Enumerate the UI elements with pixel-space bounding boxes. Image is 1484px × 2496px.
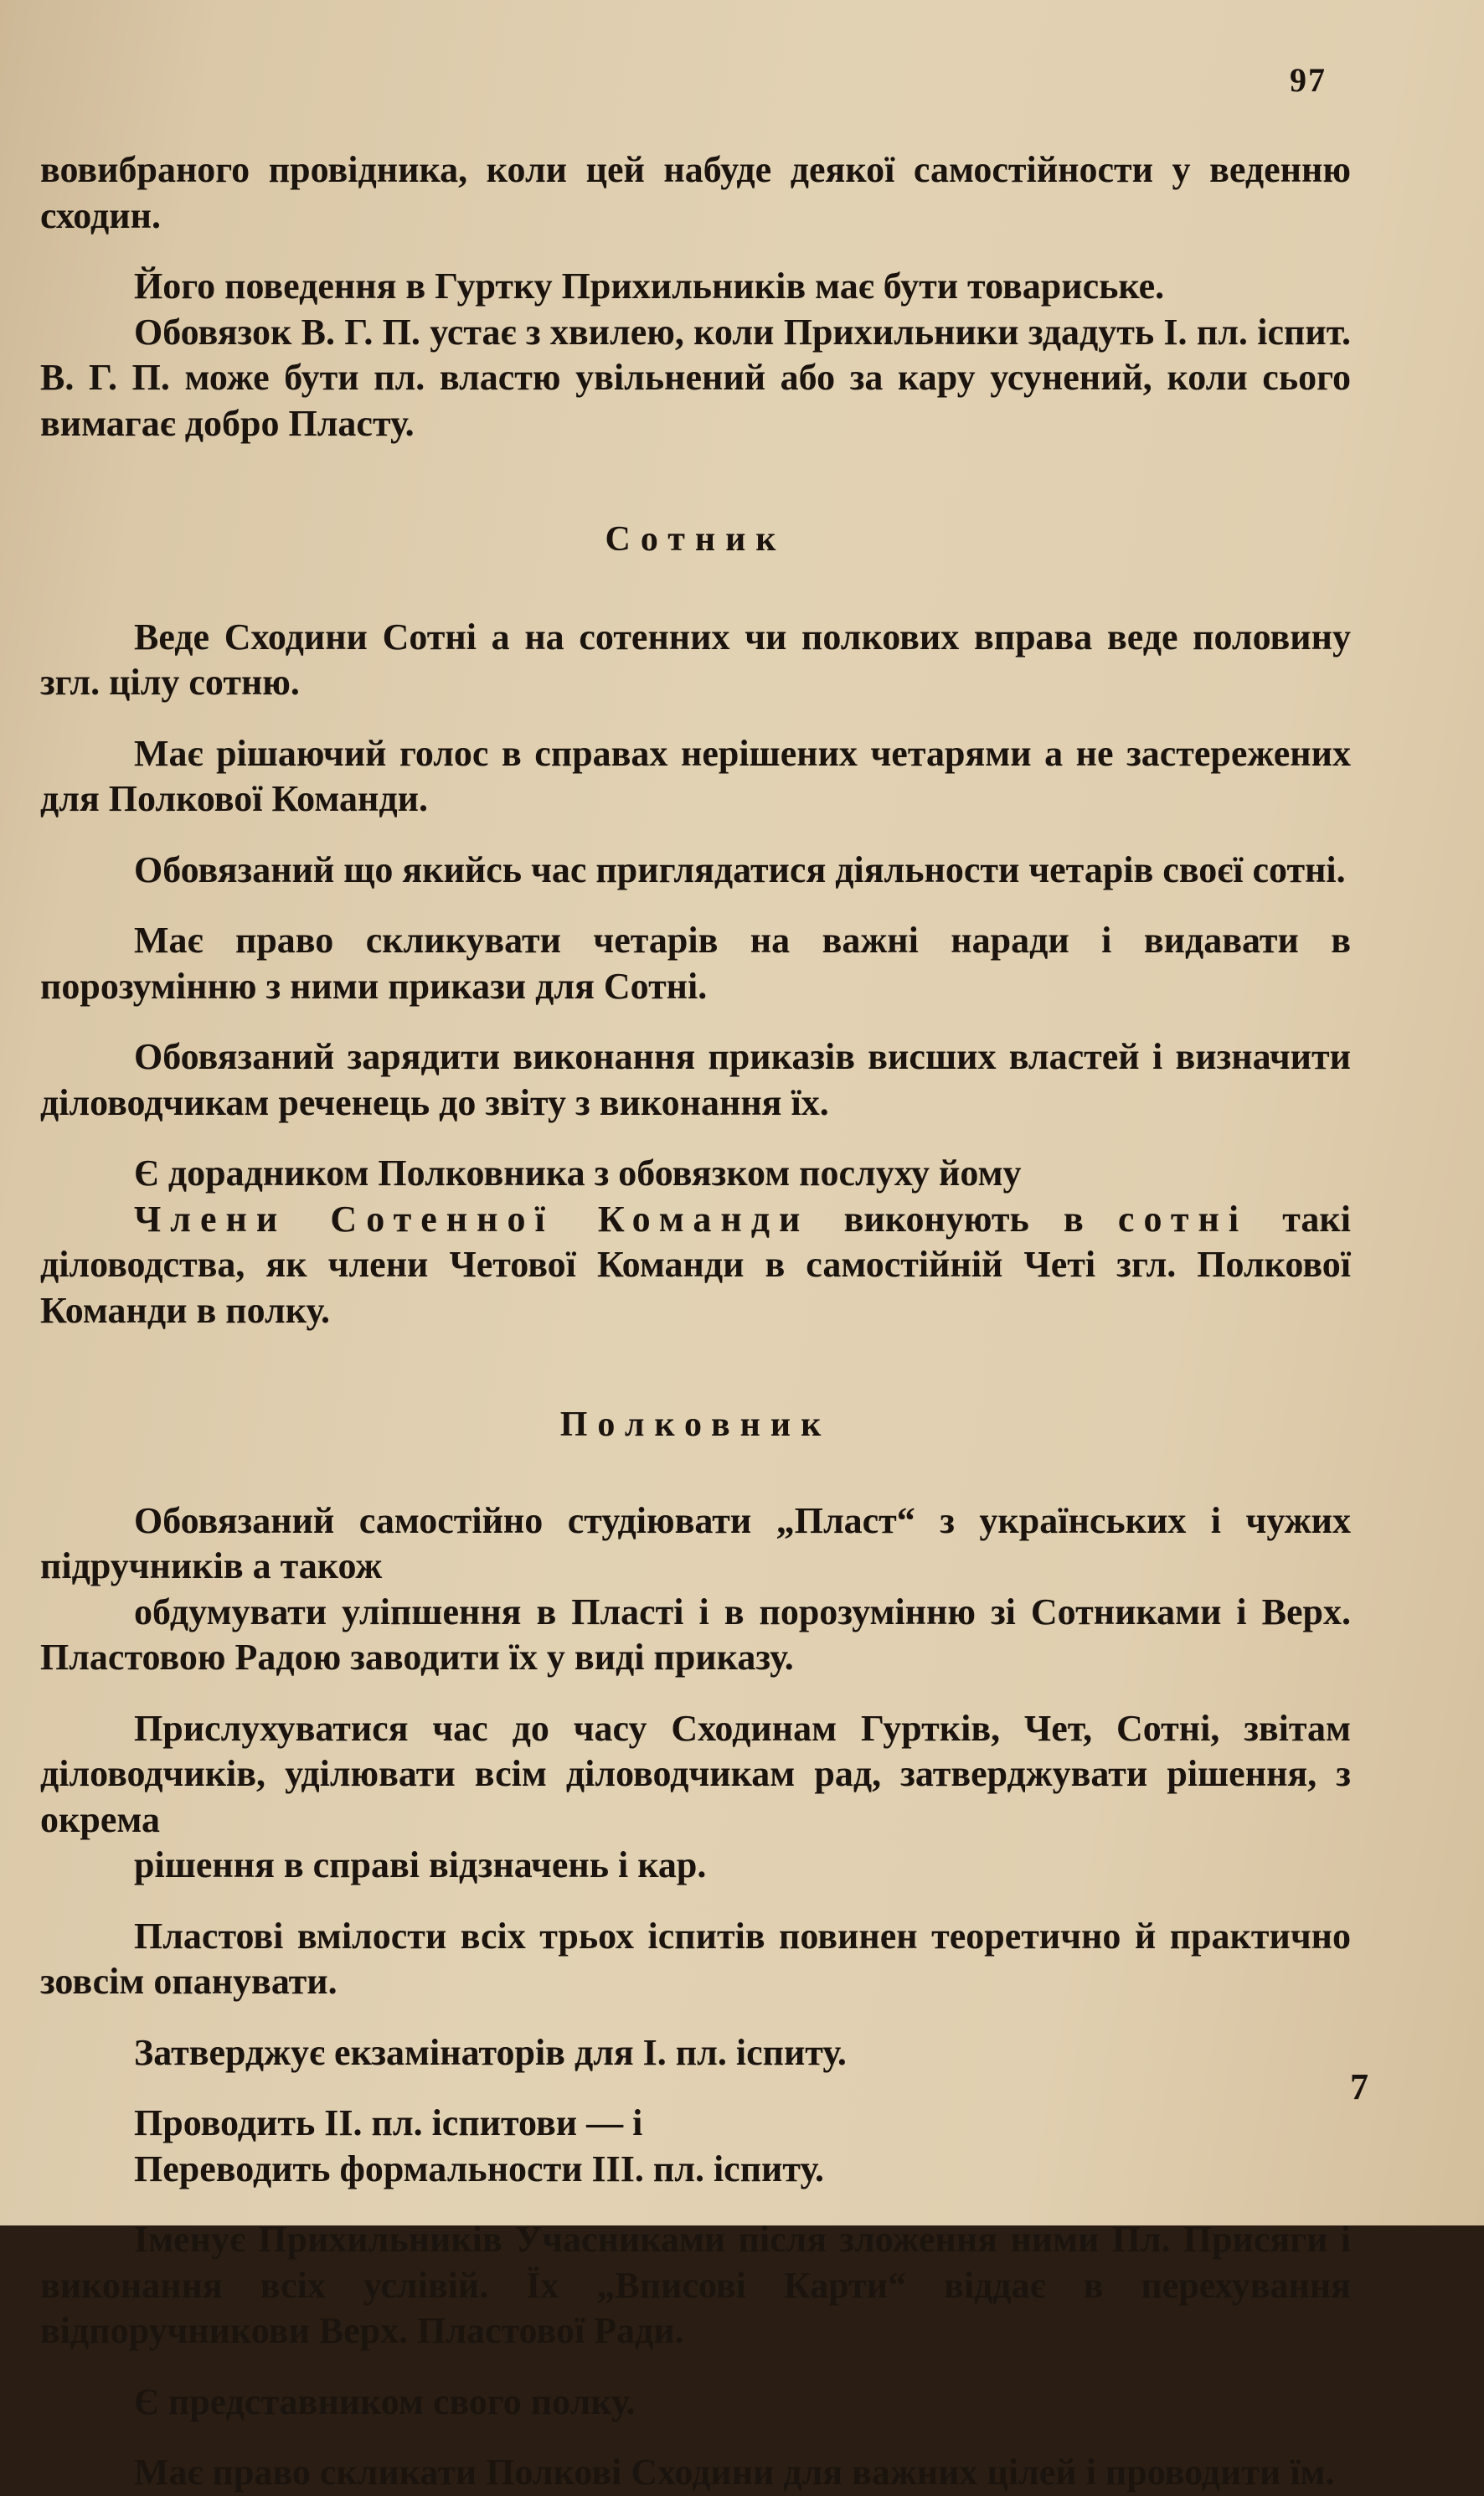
polkovnyk-paragraph-2: обдумувати уліпшення в Пласті і в порозумінню зі Сотниками і Верх. Пластовою Радою заводити їх у виді приказу. xyxy=(40,1591,1351,1678)
spaced-phrase-command: Члени Сотенної Команди xyxy=(134,1198,810,1240)
phrase-rest: такі діловодства, як члени Четової Команди в самостійній Четі згл. Полкової Команди в полку. xyxy=(40,1198,1351,1331)
polkovnyk-paragraph-4: рішення в справі відзначень і кар. xyxy=(134,1844,707,1885)
paragraph-gap xyxy=(40,1889,1351,1914)
paragraph-gap xyxy=(40,2354,1351,2380)
page-number: 97 xyxy=(1290,61,1327,99)
polkovnyk-paragraph-7: Проводить ІІ. пл. іспитови — і xyxy=(134,2102,643,2143)
intro-paragraph-1: вовибраного провідника, коли цей набуде деякої самостійности у веденню сходин. xyxy=(40,149,1351,236)
section-heading-sotnyk: Сотник xyxy=(605,520,786,559)
paragraph-gap xyxy=(40,893,1351,918)
intro-paragraph-2: Його поведення в Гуртку Прихильників має бути товариське. xyxy=(134,266,1165,307)
sotnyk-paragraph-7 xyxy=(40,1197,1351,1334)
sotnyk-paragraph-6: Є дорадником Полковника з обовязком послуху йому xyxy=(134,1153,1022,1194)
sotnyk-paragraph-2: Має рішаючий голос в справах нерішених четарями а не застережених для Полкової Команди. xyxy=(40,732,1351,819)
sotnyk-paragraph-5: Обовязаний зарядити виконання приказів висших властей і визначити діловодчикам реченець до звіту з виконання їх. xyxy=(40,1036,1351,1123)
paragraph-gap xyxy=(40,1681,1351,1706)
sotnyk-paragraph-4: Має право скликувати четарів на важні наради і видавати в порозумінню з ними прикази для Сотні. xyxy=(40,920,1351,1007)
polkovnyk-paragraph-11: Має право скликати Полкові Сходини для важних цілей і проводити їм. xyxy=(134,2452,1335,2493)
polkovnyk-paragraph-1: Обовязаний самостійно студіювати „Пласт“ з українських і чужих підручників а також xyxy=(40,1499,1351,1586)
paragraph-gap xyxy=(40,2425,1351,2450)
phrase-middle: виконують в xyxy=(809,1198,1118,1240)
polkovnyk-paragraph-3: Прислухуватися час до часу Сходинам Гуртків, Чет, Сотні, звітам діловодчиків, уділювати всім діловодчикам рад, затверджувати рішення, з окрема xyxy=(40,1707,1351,1840)
intro-paragraph-3: Обовязок В. Г. П. устає з хвилею, коли Прихильники здадуть І. пл. іспит. В. Г. П. може бути пл. властю увільнений або за кару усунений, коли сього вимагає добро Пласту. xyxy=(40,311,1351,444)
page-text xyxy=(40,147,1351,2496)
paragraph-gap xyxy=(40,2005,1351,2030)
paragraph-gap xyxy=(40,239,1351,264)
printer-signature-mark: 7 xyxy=(1350,2066,1368,2107)
paragraph-gap xyxy=(40,1009,1351,1034)
spaced-word-sotni: сотні xyxy=(1117,1198,1249,1240)
paragraph-gap xyxy=(40,2076,1351,2101)
polkovnyk-paragraph-9: Іменує Прихильників Учасниками після зложення ними Пл. Присяги і виконання всіх услівій. Їх „Вписові Карти“ віддає в перехування відпоручникови Верх. Пластової Ради. xyxy=(40,2219,1351,2351)
polkovnyk-paragraph-10: Є представником свого полку. xyxy=(134,2380,636,2422)
polkovnyk-paragraph-6: Затверджує екзамінаторів для І. пл. іспиту. xyxy=(134,2031,847,2073)
sotnyk-paragraph-1: Веде Сходини Сотні а на сотенних чи полкових вправа веде половину згл. цілу сотню. xyxy=(40,616,1351,703)
polkovnyk-paragraph-8: Переводить формальности ІІІ. пл. іспиту. xyxy=(134,2148,825,2189)
paragraph-gap xyxy=(40,706,1351,731)
paragraph-gap xyxy=(40,1126,1351,1151)
paragraph-gap xyxy=(40,2192,1351,2217)
sotnyk-paragraph-3: Обовязаний що якийсь час приглядатися діяльности четарів своєї сотні. xyxy=(134,848,1346,890)
paragraph-gap xyxy=(40,823,1351,848)
section-heading-polkovnyk: Полковник xyxy=(559,1405,832,1444)
polkovnyk-paragraph-5: Пластові вмілости всіх трьох іспитів повинен теоретично й практично зовсім опанувати. xyxy=(40,1915,1351,2002)
